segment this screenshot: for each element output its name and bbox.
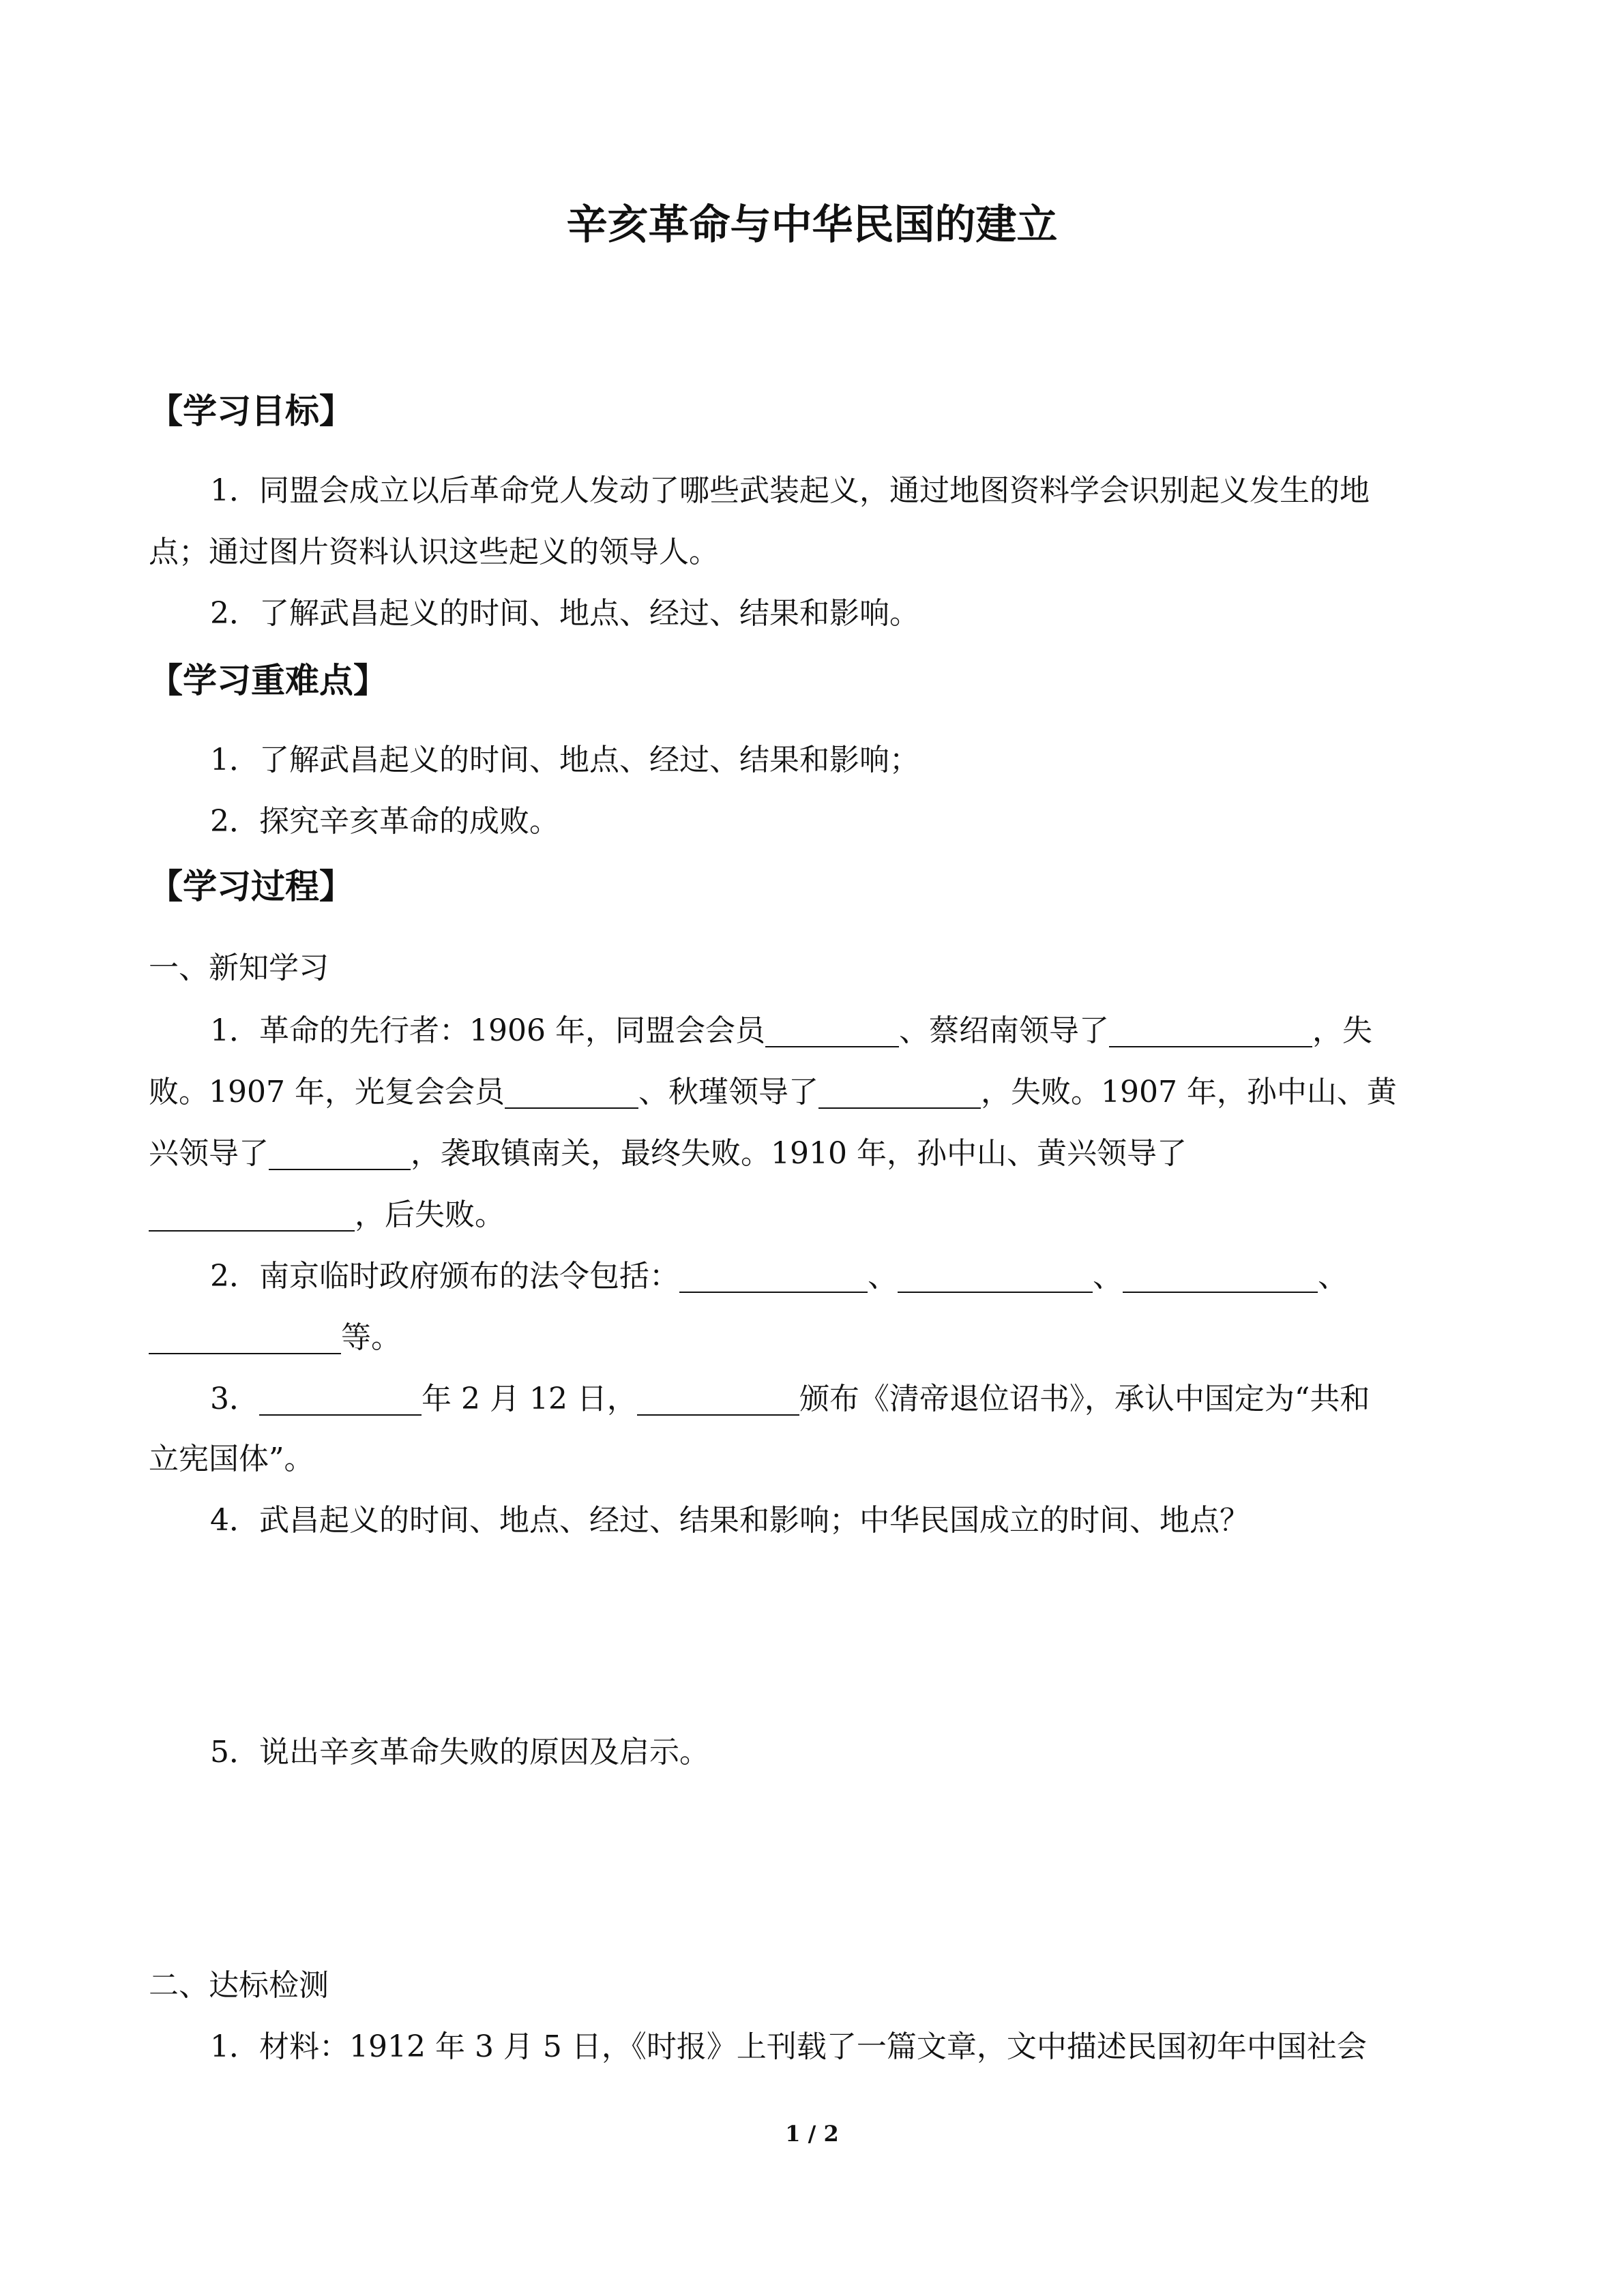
q1-text-3a: 兴领导了: [149, 1136, 269, 1171]
answer-blank[interactable]: [765, 1015, 899, 1047]
part1-title: 一、新知学习: [149, 951, 329, 985]
q3-text-1c: 颁布《清帝退位诏书》，承认中国定为“共和: [799, 1382, 1370, 1416]
q1-line-4: [149, 1199, 1475, 1232]
key-item-1: 1．了解武昌起义的时间、地点、经过、结果和影响；: [210, 743, 919, 777]
q2-line-1: [210, 1260, 1475, 1293]
answer-blank[interactable]: [679, 1260, 868, 1293]
separator: 、: [1093, 1259, 1123, 1294]
answer-blank[interactable]: [637, 1383, 799, 1416]
separator: 、: [868, 1259, 898, 1294]
answer-blank[interactable]: [898, 1260, 1093, 1293]
answer-blank[interactable]: [1123, 1260, 1318, 1293]
page-number: 1 / 2: [785, 2121, 839, 2147]
q3-line-1: [210, 1383, 1475, 1416]
q1-text-3b: ，袭取镇南关，最终失败。1910 年，孙中山、黄兴领导了: [411, 1136, 1187, 1171]
test-item-1: 1．材料：1912 年 3 月 5 日，《时报》上刊载了一篇文章，文中描述民国初年中国社会: [210, 2029, 1367, 2064]
answer-blank[interactable]: [259, 1383, 422, 1416]
q1-line-1: [210, 1015, 1475, 1047]
q1-line-3: [149, 1137, 1475, 1170]
goal-item-2: 2．了解武昌起义的时间、地点、经过、结果和影响。: [210, 596, 919, 631]
q3-text-1a: 3．: [210, 1382, 259, 1416]
answer-blank[interactable]: [818, 1076, 981, 1109]
q2-text-2a: 等。: [341, 1320, 401, 1355]
q1-text-1a: 1．革命的先行者：1906 年，同盟会会员: [210, 1013, 765, 1048]
answer-blank[interactable]: [149, 1322, 341, 1354]
answer-blank[interactable]: [1109, 1015, 1312, 1047]
q1-line-2: [149, 1076, 1475, 1109]
q1-text-2b: 、秋瑾领导了: [638, 1075, 818, 1109]
q5-question: 5．说出辛亥革命失败的原因及启示。: [210, 1735, 709, 1770]
page-title: 辛亥革命与中华民国的建立: [566, 201, 1058, 249]
q4-question: 4．武昌起义的时间、地点、经过、结果和影响；中华民国成立的时间、地点？: [210, 1503, 1250, 1538]
heading-key-points: 【学习重难点】: [149, 661, 387, 700]
goal-item-1-line-2: 点；通过图片资料认识这些起义的领导人。: [149, 535, 719, 569]
q1-text-2a: 败。1907 年，光复会会员: [149, 1075, 505, 1109]
heading-learning-process: 【学习过程】: [149, 867, 353, 906]
q1-text-1c: ，失: [1312, 1013, 1372, 1048]
key-item-2: 2．探究辛亥革命的成败。: [210, 804, 559, 839]
q2-line-2: [149, 1322, 1475, 1354]
q3-line-2: 立宪国体”。: [149, 1442, 314, 1476]
answer-blank[interactable]: [505, 1076, 638, 1109]
heading-learning-goals: 【学习目标】: [149, 391, 353, 431]
q1-text-4a: ，后失败。: [355, 1197, 505, 1232]
answer-blank[interactable]: [149, 1199, 355, 1232]
separator: 、: [1318, 1259, 1348, 1294]
part2-title: 二、达标检测: [149, 1968, 329, 2003]
q1-text-1b: 、蔡绍南领导了: [898, 1013, 1109, 1048]
answer-blank[interactable]: [269, 1137, 411, 1170]
q3-text-1b: 年 2 月 12 日，: [422, 1382, 637, 1416]
goal-item-1-line-1: 1．同盟会成立以后革命党人发动了哪些武装起义，通过地图资料学会识别起义发生的地: [210, 473, 1370, 508]
q1-text-2c: ，失败。1907 年，孙中山、黄: [980, 1075, 1397, 1109]
q2-text-1a: 2．南京临时政府颁布的法令包括：: [210, 1259, 679, 1294]
